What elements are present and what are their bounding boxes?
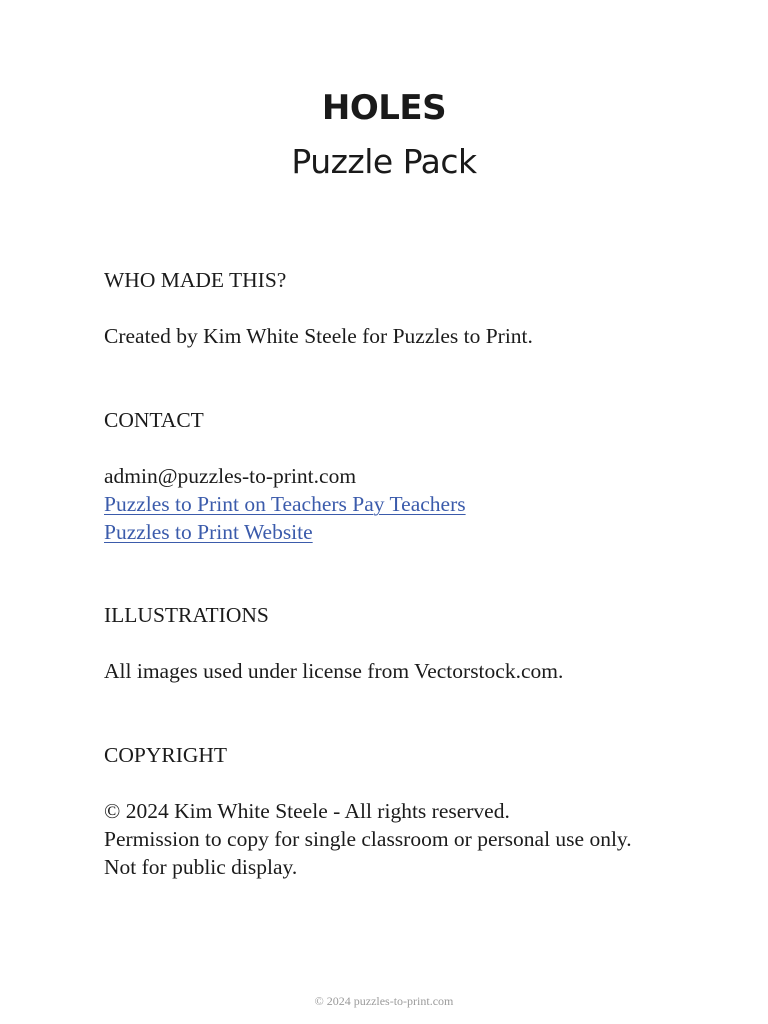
illustrations-heading: ILLUSTRATIONS (104, 603, 269, 627)
who-text: Created by Kim White Steele for Puzzles to Print. (104, 324, 533, 348)
who-heading: WHO MADE THIS? (104, 268, 287, 292)
page-footer: © 2024 puzzles-to-print.com (314, 994, 454, 1008)
copyright-line-3: Not for public display. (104, 855, 298, 879)
copyright-line-2: Permission to copy for single classroom or personal use only. (104, 827, 632, 851)
illustrations-text: All images used under license from Vectorstock.com. (104, 659, 564, 683)
tpt-link[interactable]: Puzzles to Print on Teachers Pay Teachers (104, 492, 466, 516)
page-title: HOLES (321, 88, 447, 128)
contact-heading: CONTACT (104, 408, 204, 432)
page-subtitle: Puzzle Pack (291, 142, 477, 181)
copyright-line-1: © 2024 Kim White Steele - All rights reserved. (104, 799, 510, 823)
copyright-heading: COPYRIGHT (104, 743, 228, 767)
contact-email: admin@puzzles-to-print.com (104, 464, 357, 488)
website-link[interactable]: Puzzles to Print Website (104, 520, 313, 544)
